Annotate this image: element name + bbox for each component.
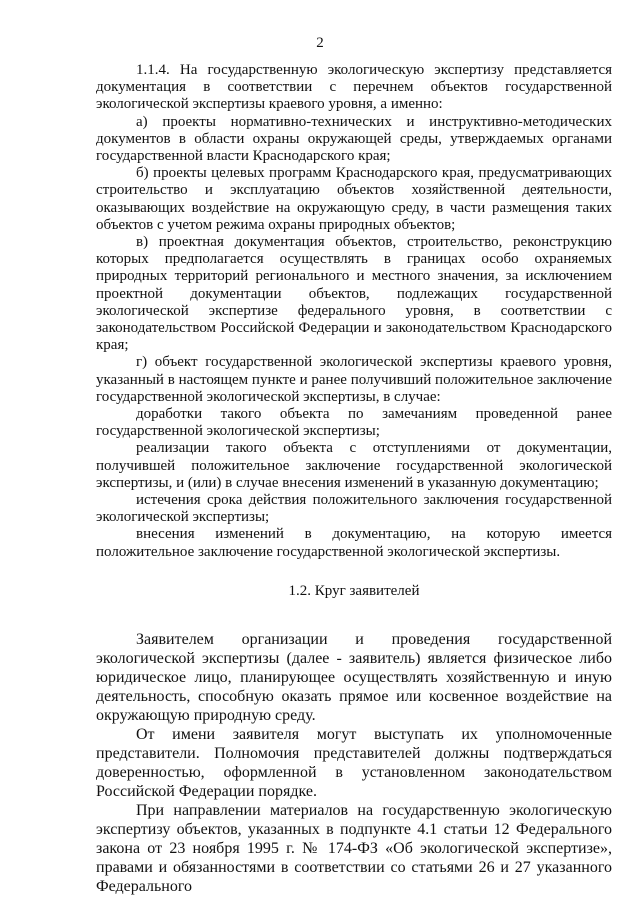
paragraph: б) проекты целевых программ Краснодарского края, предусматривающих строительство и эксплуатацию объектов хозяйственной деятельности, оказывающих воздействие на окружающую среду, в части размещения таких объектов с учетом режима охраны природных объектов; xyxy=(96,165,612,233)
paragraph: 1.1.4. На государственную экологическую экспертизу представляется документация в соответствии с перечнем объектов государственной экологической экспертизы краевого уровня, а именно: xyxy=(96,62,612,113)
paragraph: От имени заявителя могут выступать их уполномоченные представители. Полномочия представителей должны подтверждаться доверенностью, оформленной в установленном законодательством Российской Федерации порядке. xyxy=(96,726,612,801)
paragraph: доработки такого объекта по замечаниям проведенной ранее государственной экологической экспертизы; xyxy=(96,406,612,440)
document-body xyxy=(96,62,612,896)
paragraph: внесения изменений в документацию, на которую имеется положительное заключение государственной экологической экспертизы. xyxy=(96,526,612,560)
section-1-2 xyxy=(96,630,612,896)
paragraph: а) проекты нормативно-технических и инструктивно-методических документов в области охраны окружающей среды, утверждаемых органами государственной власти Краснодарского края; xyxy=(96,113,612,165)
paragraph: Заявителем организации и проведения государственной экологической экспертизы (далее - заявитель) является физическое либо юридическое лицо, планирующее осуществлять хозяйственную и иную деятельность, способную оказать прямое или косвенное воздействие на окружающую природную среду. xyxy=(96,631,612,725)
paragraph: в) проектная документация объектов, строительство, реконструкцию которых предполагается осуществлять в границах особо охраняемых природных территорий регионального и местного значения, за исключением проектной документации объектов, подлежащих государственной экологической экспертизе федерального уровня, в соответствии с законодательством Российской Федерации и законодательством Краснодарского края; xyxy=(96,234,612,354)
paragraph: г) объект государственной экологической экспертизы краевого уровня, указанный в настоящем пункте и ранее получивший положительное заключение государственной экологической экспертизы, в случае: xyxy=(96,354,612,405)
section-heading: 1.2. Круг заявителей xyxy=(288,582,420,599)
paragraph: При направлении материалов на государственную экологическую экспертизу объектов, указанных в подпункте 4.1 статьи 12 Федерального закона от 23 ноября 1995 г. № 174-ФЗ «Об экологической экспертизе», правами и обязанностями в соответствии со статьями 26 и 27 указанного Федерального xyxy=(96,802,612,896)
paragraph: реализации такого объекта с отступлениями от документации, получившей положительное заключение государственной экологической экспертизы, и (или) в случае внесения изменений в указанную документацию; xyxy=(96,440,612,491)
page-number: 2 xyxy=(316,35,324,51)
section-1-1-4 xyxy=(96,62,612,561)
paragraph: истечения срока действия положительного заключения государственной экологической экспертизы; xyxy=(96,492,612,526)
